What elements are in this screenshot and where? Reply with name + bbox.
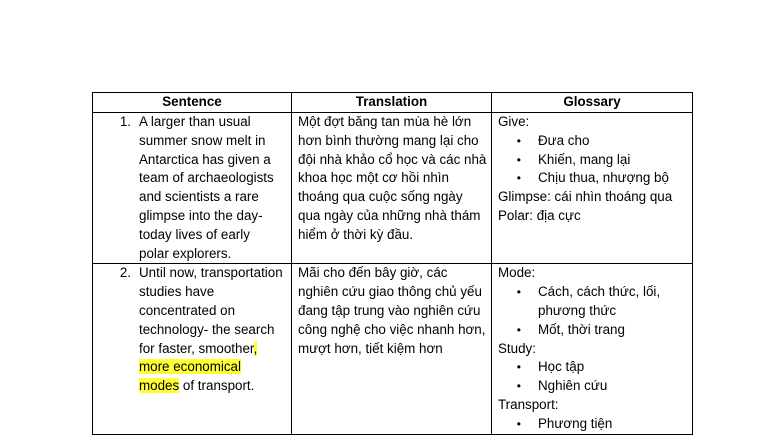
list-item: • Chịu thua, nhượng bộ (498, 169, 688, 188)
translation-text: Một đợt băng tan mùa hè lớn hơn bình thường mang lại cho đội nhà khảo cổ học và các nhà khoa học một cơ hồi nhìn thoáng qua cuộc sống ngày qua ngày của những nhà thám hiểm ở thời kỳ đầu. (298, 114, 487, 242)
list-item: • Mốt, thời trang (498, 321, 688, 340)
row-number: 2. (119, 265, 131, 281)
bullet-icon: • (516, 416, 521, 431)
glossary-cell (492, 113, 693, 264)
glossary-list (498, 283, 688, 339)
sentence-text: Until now, transportation studies have concentrated on technology- the search for faster, smoother, more economical modes of transport. (139, 265, 283, 394)
bullet-icon: • (516, 379, 521, 394)
glossary-list (498, 358, 688, 396)
glossary-list (498, 132, 688, 188)
list-item: • Học tập (498, 358, 688, 377)
glossary-term: Give: (498, 114, 530, 129)
bullet-icon: • (516, 152, 521, 167)
list-item: • Đưa cho (498, 132, 688, 151)
bullet-icon: • (516, 171, 521, 186)
glossary-cell (492, 264, 693, 434)
bullet-icon: • (516, 360, 521, 375)
glossary-term: Study: (498, 340, 536, 356)
translation-cell (292, 264, 492, 434)
table-row (93, 264, 693, 434)
table-header-row (93, 93, 693, 113)
row-number: 1. (119, 114, 131, 129)
glossary-term: Glimpse: cái nhìn thoáng qua (498, 189, 673, 205)
sentence-cell (93, 264, 292, 434)
list-item: • Phương tiện (498, 415, 688, 434)
header-sentence: Sentence (93, 93, 292, 113)
header-glossary: Glossary (492, 93, 693, 113)
bullet-icon: • (516, 322, 521, 337)
translation-cell (292, 113, 492, 264)
vocabulary-table (92, 92, 693, 435)
header-translation: Translation (292, 93, 492, 113)
translation-text: Mãi cho đến bây giờ, các nghiên cứu giao thông chủ yếu đang tập trung vào nghiên cứu công nghệ cho việc nhanh hơn, mượt hơn, tiết kiệm hơn (298, 265, 486, 356)
list-item: • Khiến, mang lại (498, 151, 688, 170)
glossary-term: Polar: địa cực (498, 207, 581, 223)
glossary-term: Mode: (498, 265, 536, 281)
bullet-icon: • (516, 133, 521, 148)
glossary-term: Transport: (498, 396, 559, 412)
table-row (93, 113, 693, 264)
list-item: • Cách, cách thức, lối, phương thức (498, 283, 688, 321)
highlighted-phrase: , more economical modes (139, 340, 258, 394)
bullet-icon: • (516, 285, 521, 300)
sentence-text: A larger than usual summer snow melt in Antarctica has given a team of archaeologists and scientists a rare glimpse into the day-today lives of early polar explorers. (139, 114, 274, 261)
list-item: • Nghiên cứu (498, 377, 688, 396)
glossary-list (498, 415, 688, 434)
sentence-cell (93, 113, 292, 264)
